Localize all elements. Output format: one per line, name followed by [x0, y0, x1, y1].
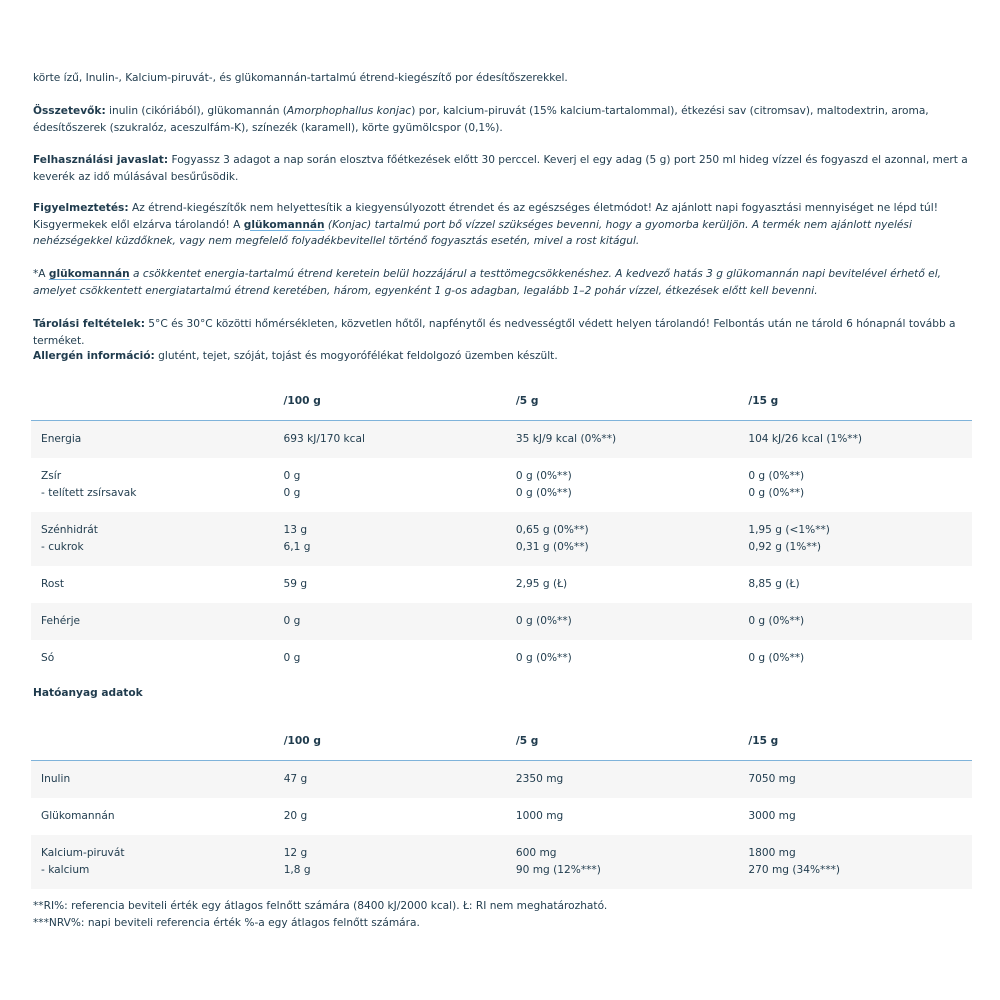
table-row — [31, 761, 972, 798]
row-sublabel: - telített zsírsavak — [41, 486, 137, 499]
cell-5g-sub: 0 g (0%**) — [515, 486, 572, 499]
nutrition-table — [31, 381, 972, 677]
warning-text-c: ) tartalmú port bő vízzel szükséges bevenni, hogy a gyomorba kerüljön. A termék nem ajánlott nyelési nehézségekkel küzdőknek, vagy nem megfelelő folyadékbevitellel történő fogyasztás esetén, mivel a rost kitágul. — [33, 218, 912, 247]
cell-5g: 0 g (0%**) — [515, 470, 572, 482]
cell-5g: 600 mg — [515, 847, 557, 859]
warning-label: Figyelmeztetés: — [33, 202, 129, 214]
cell-100g: 0 g — [284, 603, 516, 640]
table-row — [31, 603, 972, 640]
table-row — [31, 566, 972, 603]
claim-paragraph — [33, 266, 973, 299]
cell-15g: 1,95 g (<1%**) — [748, 524, 830, 536]
nutrition-header-15g: /15 g — [748, 381, 972, 421]
nutrition-header-row — [31, 381, 972, 421]
cell-5g: 2350 mg — [516, 761, 748, 798]
table-row — [31, 421, 972, 458]
storage-paragraph — [33, 316, 973, 349]
cell-5g: 0 g (0%**) — [515, 651, 572, 664]
table-row — [31, 640, 972, 677]
row-label: Zsír — [41, 470, 62, 482]
cell-5g: 0,65 g (0%**) — [515, 524, 589, 536]
cell-15g: 7050 mg — [748, 761, 972, 798]
cell-100g-sub: 0 g — [283, 486, 301, 499]
cell-100g: 20 g — [283, 809, 308, 822]
nutrition-header-5g: /5 g — [516, 381, 748, 421]
row-label: Szénhidrát — [41, 524, 98, 536]
storage-label: Tárolási feltételek: — [33, 318, 145, 330]
ingredients-text-a: inulin (cikóriából), glükomannán ( — [105, 105, 287, 117]
cell-15g-sub: 0,92 g (1%**) — [748, 540, 822, 553]
active-ingredients-title: Hatóanyag adatok — [33, 687, 143, 699]
cell-100g: 47 g — [284, 761, 516, 798]
row-label: Fehérje — [31, 603, 284, 640]
table-row — [31, 458, 972, 512]
claim-text: a csökkentet energia-tartalmú étrend keretein belül hozzájárul a testtömegcsökkenéshez. A kedvező hatás 3 g glükomannán napi bevitelével érhető el, amelyet csökkentett energiatartalmú étrend keretében, három, egyenként 1 g-os adagban, legalább 1–2 pohár vízzel, étkezések előtt kell bevenni. — [33, 268, 942, 297]
table-row — [31, 835, 972, 889]
active-header-100g: /100 g — [284, 721, 516, 761]
footnote-nrv: ***NRV%: napi beviteli referencia érték %-a egy átlagos felnőtt számára. — [33, 917, 420, 929]
glucomannan-link[interactable]: glükomannán — [243, 218, 325, 231]
row-label: Energia — [31, 421, 284, 458]
footnote-ri: **RI%: referencia beviteli érték egy átlagos felnőtt számára (8400 kJ/2000 kcal). Ł: RI nem meghatározható. — [33, 900, 608, 912]
warning-text-b: ( — [324, 218, 333, 231]
active-header-row — [31, 721, 972, 761]
row-label: Kalcium-piruvát — [41, 847, 125, 859]
cell-15g: 8,85 g (Ł) — [748, 577, 800, 590]
cell-5g-sub: 90 mg (12%***) — [515, 863, 601, 876]
cell-15g-sub: 270 mg (34%***) — [748, 863, 841, 876]
cell-5g: 1000 mg — [515, 809, 564, 822]
storage-text: 5°C és 30°C közötti hőmérsékleten, közvetlen hőtől, napfénytől és nedvességtől védett helyen tárolandó! Felbontás után ne tárold 6 hónapnál tovább a terméket. — [33, 318, 956, 347]
row-sublabel: - kalcium — [41, 863, 90, 876]
row-label: Inulin — [31, 761, 284, 798]
active-header-5g: /5 g — [516, 721, 748, 761]
warning-latin: Konjac — [332, 218, 368, 231]
warning-text-a: Az étrend-kiegészítők nem helyettesítik a kiegyensúlyozott étrendet és az egészséges életmódot! Az ajánlott napi fogyasztási mennyiséget ne lépd túl! Kisgyermekek elől elzárva tárolandó! A — [33, 202, 938, 231]
row-label: Rost — [41, 577, 65, 590]
allergen-text: glutént, tejet, szóját, tojást és mogyorófélékat feldolgozó üzemben készült. — [154, 350, 558, 362]
cell-100g-sub: 1,8 g — [283, 863, 311, 876]
nutrition-header-label — [31, 381, 284, 421]
usage-label: Felhasználási javaslat: — [33, 154, 169, 166]
cell-100g: 13 g — [283, 524, 308, 536]
active-ingredients-table — [31, 721, 972, 889]
ingredients-latin: Amorphophallus konjac — [286, 105, 412, 117]
cell-100g: 12 g — [283, 847, 308, 859]
cell-100g: 0 g — [283, 651, 301, 664]
cell-100g-sub: 6,1 g — [283, 540, 311, 553]
allergen-label: Allergén információ: — [33, 350, 155, 362]
cell-15g: 0 g (0%**) — [748, 651, 805, 664]
warning-paragraph — [33, 200, 973, 250]
cell-15g: 104 kJ/26 kcal (1%**) — [748, 421, 972, 458]
intro-text: körte ízű, Inulin-, Kalcium-piruvát-, és glükomannán-tartalmú étrend-kiegészítő por édesítőszerekkel. — [33, 72, 568, 84]
active-header-label — [31, 721, 284, 761]
ingredients-label: Összetevők: — [33, 105, 106, 117]
cell-5g-sub: 0,31 g (0%**) — [515, 540, 589, 553]
cell-15g-sub: 0 g (0%**) — [748, 486, 805, 499]
usage-paragraph — [33, 152, 973, 185]
ingredients-text-b: ) por, kalcium-piruvát (15% kalcium-tartalommal), étkezési sav (citromsav), maltodextrin, aroma, édesítőszerek (szukralóz, aceszulfám-K), színezék (karamell), körte gyümölcspor (0,1%). — [33, 105, 929, 134]
cell-15g: 3000 mg — [748, 809, 796, 822]
cell-5g: 2,95 g (Ł) — [515, 577, 568, 590]
cell-15g: 0 g (0%**) — [748, 603, 972, 640]
ingredients-paragraph — [33, 103, 973, 136]
usage-text: Fogyassz 3 adagot a nap során elosztva főétkezések előtt 30 perccel. Keverj el egy adag (5 g) port 250 ml hideg vízzel és fogyaszd el azonnal, mert a keverék az idő múlásával besűrűsödik. — [33, 154, 968, 183]
cell-100g: 693 kJ/170 kcal — [284, 421, 516, 458]
claim-prefix: *A — [33, 268, 49, 280]
nutrition-header-100g: /100 g — [284, 381, 516, 421]
glucomannan-claim-link[interactable]: glükomannán — [48, 268, 130, 280]
cell-100g: 0 g — [283, 470, 301, 482]
row-label: Só — [41, 651, 55, 664]
row-sublabel: - cukrok — [41, 540, 84, 553]
table-row — [31, 798, 972, 835]
cell-15g: 1800 mg — [748, 847, 796, 859]
active-header-15g: /15 g — [748, 721, 972, 761]
table-row — [31, 512, 972, 566]
cell-100g: 59 g — [283, 577, 308, 590]
allergen-paragraph — [33, 348, 973, 365]
row-label: Glükomannán — [41, 809, 115, 822]
cell-5g: 35 kJ/9 kcal (0%**) — [516, 421, 748, 458]
cell-15g: 0 g (0%**) — [748, 470, 805, 482]
cell-5g: 0 g (0%**) — [516, 603, 748, 640]
